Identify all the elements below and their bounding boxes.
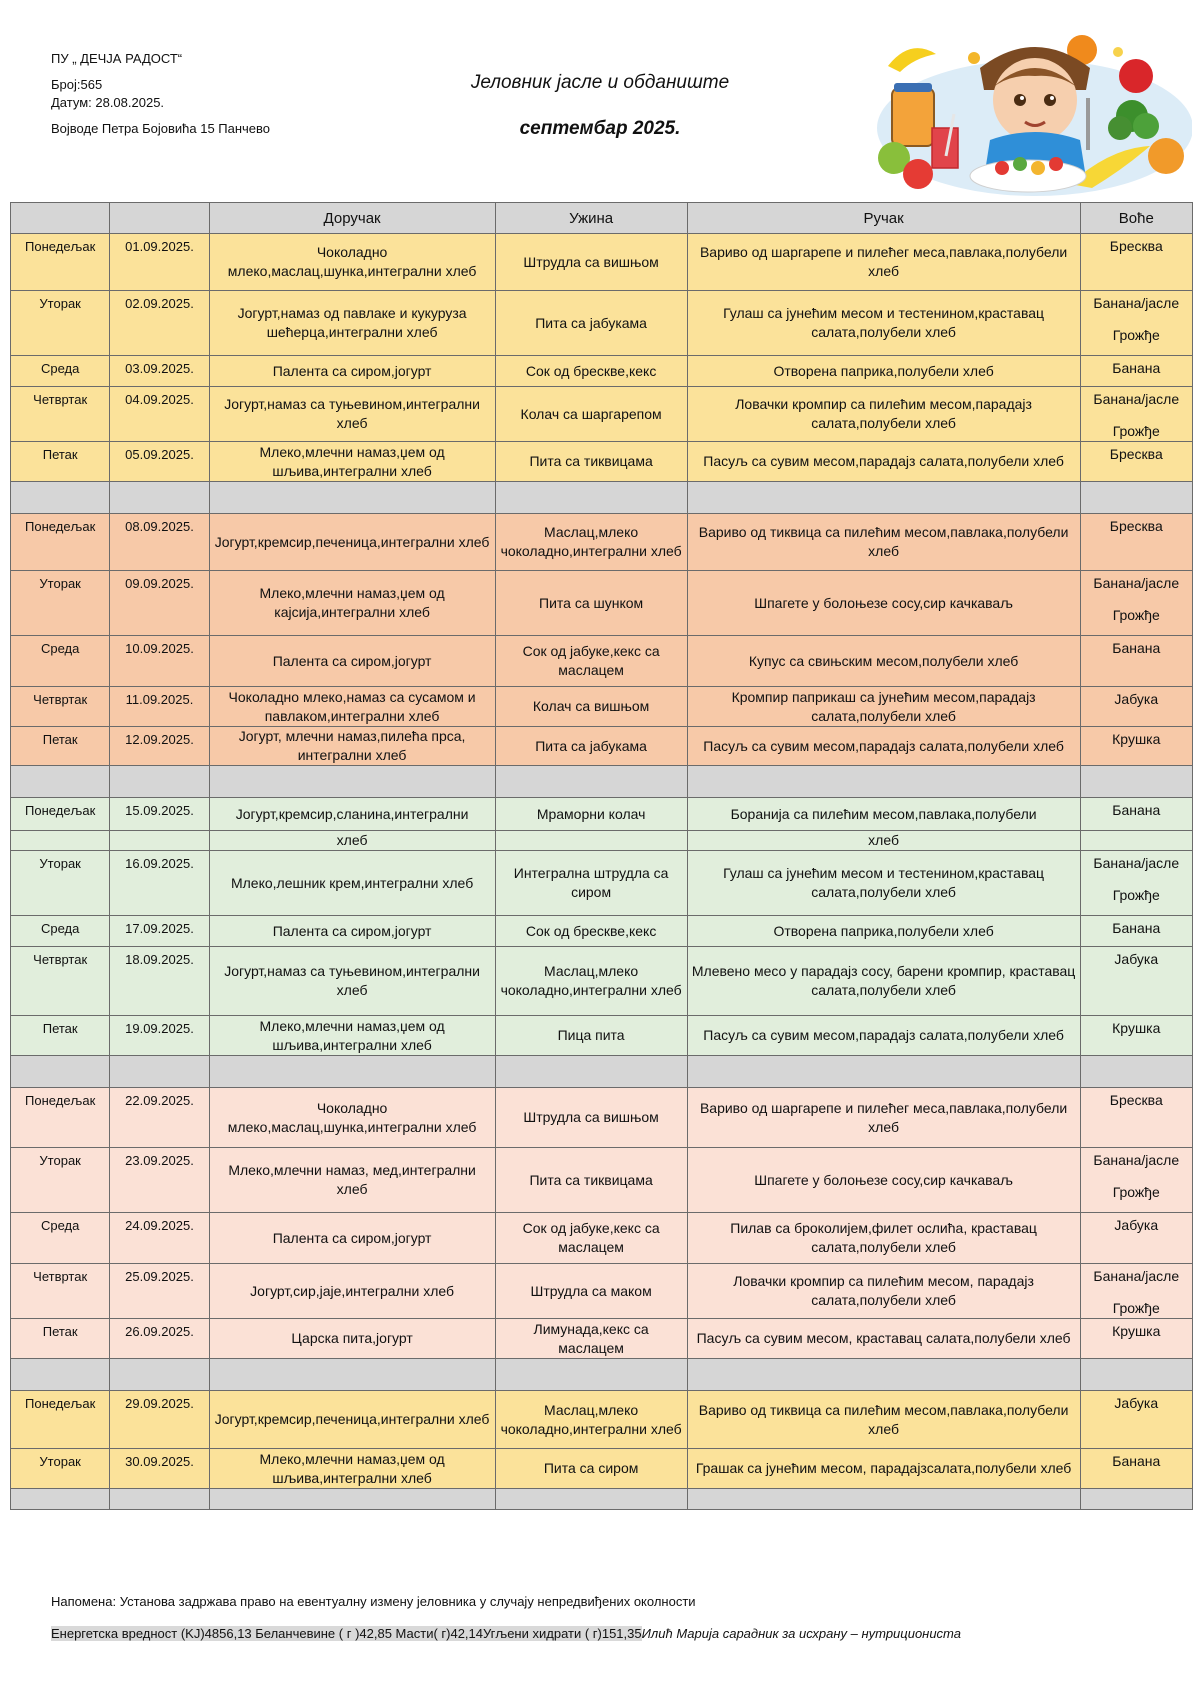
fruit-alt-label: Грожђе: [1112, 327, 1160, 343]
day-cell: Понедељак: [11, 1391, 110, 1449]
table-row: [11, 1213, 1193, 1264]
fruit-cell: [1080, 1016, 1192, 1056]
lunch-cell: Ловачки кромпир са пилећим месом,парадајз салата,полубели хлеб: [687, 387, 1080, 442]
day-cell: Петак: [11, 1319, 110, 1359]
separator-cell: [1080, 1489, 1192, 1510]
separator-cell: [11, 1056, 110, 1088]
fruit-label: Бресква: [1109, 446, 1163, 462]
breakfast-cell: Јогурт,намаз од павлаке и кукуруза шећерца,интегрални хлеб: [209, 291, 495, 356]
fruit-cell: [1080, 798, 1192, 831]
fruit-label: Јабука: [1114, 1395, 1159, 1411]
day-cell: Среда: [11, 916, 110, 947]
separator-cell: [495, 766, 687, 798]
snack-cell: Лимунада,кекс са маслацем: [495, 1319, 687, 1359]
snack-cell: Пица пита: [495, 1016, 687, 1056]
fruit-cell: [1080, 831, 1192, 851]
fruit-label: Банана/јасле: [1093, 391, 1180, 407]
separator-cell: [687, 766, 1080, 798]
lunch-cell: Пасуљ са сувим месом,парадајз салата,полубели хлеб: [687, 1016, 1080, 1056]
lunch-cell: хлеб: [687, 831, 1080, 851]
table-row: [11, 798, 1193, 831]
fruit-cell: [1080, 1319, 1192, 1359]
date-cell: 30.09.2025.: [110, 1449, 209, 1489]
date-cell: 19.09.2025.: [110, 1016, 209, 1056]
week-separator-row: [11, 1056, 1193, 1088]
lunch-cell: Кромпир паприкаш са јунећим месом,парадајз салата,полубели хлеб: [687, 687, 1080, 727]
fruit-label: Бресква: [1109, 518, 1163, 534]
table-row: [11, 916, 1193, 947]
day-cell: Понедељак: [11, 234, 110, 291]
table-row: [11, 291, 1193, 356]
date-cell: 25.09.2025.: [110, 1264, 209, 1319]
date-cell: 26.09.2025.: [110, 1319, 209, 1359]
fruit-cell: [1080, 514, 1192, 571]
date-cell: 01.09.2025.: [110, 234, 209, 291]
breakfast-cell: Јогурт,сир,јаје,интегрални хлеб: [209, 1264, 495, 1319]
separator-cell: [1080, 482, 1192, 514]
table-row: [11, 571, 1193, 636]
fruit-label: Бресква: [1109, 1092, 1163, 1108]
nutritionist-signature: Илић Марија сарадник за исхрану – нутрициониста: [641, 1626, 961, 1641]
snack-cell: Колач са шаргарепом: [495, 387, 687, 442]
separator-cell: [1080, 1359, 1192, 1391]
snack-cell: Пита са шунком: [495, 571, 687, 636]
fruit-cell: [1080, 571, 1192, 636]
date-cell: 12.09.2025.: [110, 727, 209, 766]
fruit-label: Крушка: [1112, 1323, 1161, 1339]
separator-cell: [687, 1489, 1080, 1510]
snack-cell: Пита са тиквицама: [495, 442, 687, 482]
lunch-cell: Пасуљ са сувим месом, краставац салата,полубели хлеб: [687, 1319, 1080, 1359]
breakfast-cell: Јогурт,кремсир,сланина,интегрални: [209, 798, 495, 831]
document-date: Датум: 28.08.2025.: [51, 95, 165, 110]
institution-name: ПУ „ ДЕЧЈА РАДОСТ“: [51, 51, 183, 66]
breakfast-cell: Царска пита,јогурт: [209, 1319, 495, 1359]
snack-cell: Пита са јабукама: [495, 727, 687, 766]
fruit-label: Крушка: [1112, 1020, 1161, 1036]
date-cell: 08.09.2025.: [110, 514, 209, 571]
column-header-day: [11, 203, 110, 234]
separator-cell: [687, 1359, 1080, 1391]
date-cell: [110, 831, 209, 851]
snack-cell: Пита са сиром: [495, 1449, 687, 1489]
table-row: [11, 1449, 1193, 1489]
day-cell: [11, 831, 110, 851]
separator-cell: [209, 1056, 495, 1088]
day-cell: Уторак: [11, 291, 110, 356]
nutrition-footer: [51, 1626, 961, 1641]
column-header-fruit: Воће: [1080, 203, 1192, 234]
table-row: [11, 636, 1193, 687]
table-row: [11, 1088, 1193, 1148]
fruit-cell: [1080, 387, 1192, 442]
snack-cell: Маслац,млеко чоколадно,интегрални хлеб: [495, 1391, 687, 1449]
fruit-alt-label: Грожђе: [1112, 887, 1160, 903]
fruit-label: Банана/јасле: [1093, 1268, 1180, 1284]
day-cell: Уторак: [11, 1449, 110, 1489]
day-cell: Четвртак: [11, 687, 110, 727]
snack-cell: [495, 831, 687, 851]
day-cell: Четвртак: [11, 387, 110, 442]
fruit-alt-label: Грожђе: [1112, 1184, 1160, 1200]
date-cell: 11.09.2025.: [110, 687, 209, 727]
fruit-cell: [1080, 1391, 1192, 1449]
table-row-continuation: [11, 831, 1193, 851]
column-header-breakfast: Доручак: [209, 203, 495, 234]
separator-cell: [209, 1359, 495, 1391]
day-cell: Петак: [11, 727, 110, 766]
table-row: [11, 727, 1193, 766]
lunch-cell: Отворена паприка,полубели хлеб: [687, 356, 1080, 387]
fruit-label: Банана/јасле: [1093, 295, 1180, 311]
breakfast-cell: Палента са сиром,јогурт: [209, 636, 495, 687]
breakfast-cell: Млеко,млечни намаз,џем од кајсија,интегрални хлеб: [209, 571, 495, 636]
fruit-label: Банана: [1112, 640, 1161, 656]
document-number: Број:565: [51, 77, 103, 92]
snack-cell: Штрудла са вишњом: [495, 234, 687, 291]
lunch-cell: Ловачки кромпир са пилећим месом, парадајз салата,полубели хлеб: [687, 1264, 1080, 1319]
separator-cell: [209, 1489, 495, 1510]
fruit-label: Банана: [1112, 920, 1161, 936]
lunch-cell: Пилав са броколијем,филет ослића, краставац салата,полубели хлеб: [687, 1213, 1080, 1264]
table-row: [11, 234, 1193, 291]
separator-cell: [495, 1489, 687, 1510]
snack-cell: Колач са вишњом: [495, 687, 687, 727]
lunch-cell: Купус са свињским месом,полубели хлеб: [687, 636, 1080, 687]
menu-title: Јеловник јасле и обданиште: [470, 72, 730, 93]
fruit-label: Јабука: [1114, 951, 1159, 967]
week-separator-row: [11, 766, 1193, 798]
day-cell: Уторак: [11, 1148, 110, 1213]
column-header-lunch: Ручак: [687, 203, 1080, 234]
snack-cell: Маслац,млеко чоколадно,интегрални хлеб: [495, 514, 687, 571]
breakfast-cell: хлеб: [209, 831, 495, 851]
date-cell: 17.09.2025.: [110, 916, 209, 947]
date-cell: 29.09.2025.: [110, 1391, 209, 1449]
lunch-cell: Гулаш са јунећим месом и тестенином,краставац салата,полубели хлеб: [687, 291, 1080, 356]
table-row: [11, 1148, 1193, 1213]
snack-cell: Мраморни колач: [495, 798, 687, 831]
breakfast-cell: Палента са сиром,јогурт: [209, 356, 495, 387]
date-cell: 22.09.2025.: [110, 1088, 209, 1148]
date-cell: 24.09.2025.: [110, 1213, 209, 1264]
breakfast-cell: Чоколадно млеко,намаз са сусамом и павлаком,интегрални хлеб: [209, 687, 495, 727]
fruit-cell: [1080, 1213, 1192, 1264]
separator-cell: [209, 482, 495, 514]
breakfast-cell: Јогурт,намаз са туњевином,интегрални хлеб: [209, 387, 495, 442]
day-cell: Понедељак: [11, 1088, 110, 1148]
week-separator-row: [11, 1359, 1193, 1391]
week-separator-row: [11, 482, 1193, 514]
fruit-cell: [1080, 356, 1192, 387]
breakfast-cell: Чоколадно млеко,маслац,шунка,интегрални хлеб: [209, 1088, 495, 1148]
date-cell: 23.09.2025.: [110, 1148, 209, 1213]
date-cell: 16.09.2025.: [110, 851, 209, 916]
snack-cell: Сок од јабуке,кекс са маслацем: [495, 1213, 687, 1264]
day-cell: Петак: [11, 442, 110, 482]
day-cell: Понедељак: [11, 798, 110, 831]
breakfast-cell: Млеко,млечни намаз, мед,интегрални хлеб: [209, 1148, 495, 1213]
separator-cell: [110, 1359, 209, 1391]
lunch-cell: Вариво од шаргарепе и пилећег меса,павлака,полубели хлеб: [687, 1088, 1080, 1148]
snack-cell: Интегрална штрудла са сиром: [495, 851, 687, 916]
breakfast-cell: Јогурт, млечни намаз,пилећа прса, интегрални хлеб: [209, 727, 495, 766]
table-header-row: [11, 203, 1193, 234]
table-row: [11, 851, 1193, 916]
table-row: [11, 1264, 1193, 1319]
separator-cell: [11, 1489, 110, 1510]
table-row: [11, 387, 1193, 442]
breakfast-cell: Млеко,млечни намаз,џем од шљива,интегрални хлеб: [209, 442, 495, 482]
day-cell: Среда: [11, 636, 110, 687]
lunch-cell: Шпагете у болоњезе сосу,сир качкаваљ: [687, 571, 1080, 636]
fruit-cell: [1080, 851, 1192, 916]
fruit-cell: [1080, 687, 1192, 727]
breakfast-cell: Јогурт,кремсир,печеница,интегрални хлеб: [209, 514, 495, 571]
separator-cell: [110, 482, 209, 514]
snack-cell: Пита са тиквицама: [495, 1148, 687, 1213]
separator-cell: [110, 1056, 209, 1088]
fruit-label: Банана: [1112, 1453, 1161, 1469]
snack-cell: Сок од јабуке,кекс са маслацем: [495, 636, 687, 687]
table-row: [11, 1016, 1193, 1056]
lunch-cell: Вариво од шаргарепе и пилећег меса,павлака,полубели хлеб: [687, 234, 1080, 291]
fruit-cell: [1080, 442, 1192, 482]
day-cell: Уторак: [11, 571, 110, 636]
separator-cell: [110, 1489, 209, 1510]
lunch-cell: Боранија са пилећим месом,павлака,полубели: [687, 798, 1080, 831]
fruit-label: Банана: [1112, 360, 1161, 376]
date-cell: 10.09.2025.: [110, 636, 209, 687]
fruit-cell: [1080, 636, 1192, 687]
fruit-cell: [1080, 1088, 1192, 1148]
fruit-cell: [1080, 727, 1192, 766]
breakfast-cell: Млеко,млечни намаз,џем од шљива,интегрални хлеб: [209, 1016, 495, 1056]
lunch-cell: Вариво од тиквица са пилећим месом,павлака,полубели хлеб: [687, 1391, 1080, 1449]
separator-cell: [687, 1056, 1080, 1088]
snack-cell: Штрудла са вишњом: [495, 1088, 687, 1148]
fruit-cell: [1080, 291, 1192, 356]
snack-cell: Маслац,млеко чоколадно,интегрални хлеб: [495, 947, 687, 1016]
breakfast-cell: Јогурт,кремсир,печеница,интегрални хлеб: [209, 1391, 495, 1449]
fruit-cell: [1080, 916, 1192, 947]
date-cell: 09.09.2025.: [110, 571, 209, 636]
date-cell: 03.09.2025.: [110, 356, 209, 387]
separator-cell: [11, 1359, 110, 1391]
breakfast-cell: Чоколадно млеко,маслац,шунка,интегрални хлеб: [209, 234, 495, 291]
fruit-label: Јабука: [1114, 691, 1159, 707]
table-row: [11, 356, 1193, 387]
snack-cell: Пита са јабукама: [495, 291, 687, 356]
lunch-cell: Отворена паприка,полубели хлеб: [687, 916, 1080, 947]
breakfast-cell: Млеко,млечни намаз,џем од шљива,интегрални хлеб: [209, 1449, 495, 1489]
day-cell: Понедељак: [11, 514, 110, 571]
lunch-cell: Пасуљ са сувим месом,парадајз салата,полубели хлеб: [687, 727, 1080, 766]
breakfast-cell: Палента са сиром,јогурт: [209, 916, 495, 947]
menu-table: [10, 202, 1193, 1510]
column-header-snack: Ужина: [495, 203, 687, 234]
date-cell: 18.09.2025.: [110, 947, 209, 1016]
snack-cell: Сок од брескве,кекс: [495, 356, 687, 387]
fruit-alt-label: Грожђе: [1112, 1300, 1160, 1316]
table-row: [11, 687, 1193, 727]
day-cell: Среда: [11, 1213, 110, 1264]
day-cell: Среда: [11, 356, 110, 387]
separator-cell: [1080, 1056, 1192, 1088]
lunch-cell: Вариво од тиквица са пилећим месом,павлака,полубели хлеб: [687, 514, 1080, 571]
fruit-cell: [1080, 947, 1192, 1016]
disclaimer-note: Напомена: Установа задржава право на евентуалну измену јеловника у случају непредвиђених околности: [51, 1594, 696, 1609]
day-cell: Петак: [11, 1016, 110, 1056]
fruit-label: Крушка: [1112, 731, 1161, 747]
date-cell: 15.09.2025.: [110, 798, 209, 831]
week-separator-row: [11, 1489, 1193, 1510]
day-cell: Четвртак: [11, 947, 110, 1016]
lunch-cell: Пасуљ са сувим месом,парадајз салата,полубели хлеб: [687, 442, 1080, 482]
separator-cell: [687, 482, 1080, 514]
fruit-cell: [1080, 1148, 1192, 1213]
fruit-cell: [1080, 234, 1192, 291]
nutrition-values: Енергетска вредност (KJ)4856,13 Беланчевине ( г )42,85 Масти( г)42,14Угљени хидрати ( г)151,35: [51, 1626, 642, 1641]
fruit-label: Банана/јасле: [1093, 855, 1180, 871]
table-row: [11, 442, 1193, 482]
day-cell: Четвртак: [11, 1264, 110, 1319]
snack-cell: Штрудла са маком: [495, 1264, 687, 1319]
lunch-cell: Гулаш са јунећим месом и тестенином,краставац салата,полубели хлеб: [687, 851, 1080, 916]
menu-subtitle: септембар 2025.: [519, 118, 681, 139]
fruit-label: Бресква: [1109, 238, 1163, 254]
fruit-cell: [1080, 1449, 1192, 1489]
fruit-alt-label: Грожђе: [1112, 423, 1160, 439]
fruit-label: Банана/јасле: [1093, 575, 1180, 591]
fruit-cell: [1080, 1264, 1192, 1319]
lunch-cell: Грашак са јунећим месом, парадајзсалата,полубели хлеб: [687, 1449, 1080, 1489]
breakfast-cell: Млеко,лешник крем,интегрални хлеб: [209, 851, 495, 916]
separator-cell: [110, 766, 209, 798]
column-header-date: [110, 203, 209, 234]
separator-cell: [209, 766, 495, 798]
fruit-alt-label: Грожђе: [1112, 607, 1160, 623]
institution-header: [51, 50, 270, 138]
fruit-label: Јабука: [1114, 1217, 1159, 1233]
separator-cell: [495, 1359, 687, 1391]
separator-cell: [495, 482, 687, 514]
child-eating-fruit-illustration-icon: [870, 28, 1192, 198]
institution-address: Војводе Петра Бојовића 15 Панчево: [51, 121, 271, 136]
table-row: [11, 514, 1193, 571]
table-row: [11, 1319, 1193, 1359]
breakfast-cell: Јогурт,намаз са туњевином,интегрални хлеб: [209, 947, 495, 1016]
day-cell: Уторак: [11, 851, 110, 916]
table-row: [11, 1391, 1193, 1449]
lunch-cell: Шпагете у болоњезе сосу,сир качкаваљ: [687, 1148, 1080, 1213]
separator-cell: [1080, 766, 1192, 798]
table-row: [11, 947, 1193, 1016]
lunch-cell: Млевено месо у парадајз сосу, барени кромпир, краставац салата,полубели хлеб: [687, 947, 1080, 1016]
snack-cell: Сок од брескве,кекс: [495, 916, 687, 947]
fruit-label: Банана/јасле: [1093, 1152, 1180, 1168]
breakfast-cell: Палента са сиром,јогурт: [209, 1213, 495, 1264]
date-cell: 05.09.2025.: [110, 442, 209, 482]
date-cell: 04.09.2025.: [110, 387, 209, 442]
separator-cell: [11, 482, 110, 514]
separator-cell: [495, 1056, 687, 1088]
date-cell: 02.09.2025.: [110, 291, 209, 356]
fruit-label: Банана: [1112, 802, 1161, 818]
separator-cell: [11, 766, 110, 798]
